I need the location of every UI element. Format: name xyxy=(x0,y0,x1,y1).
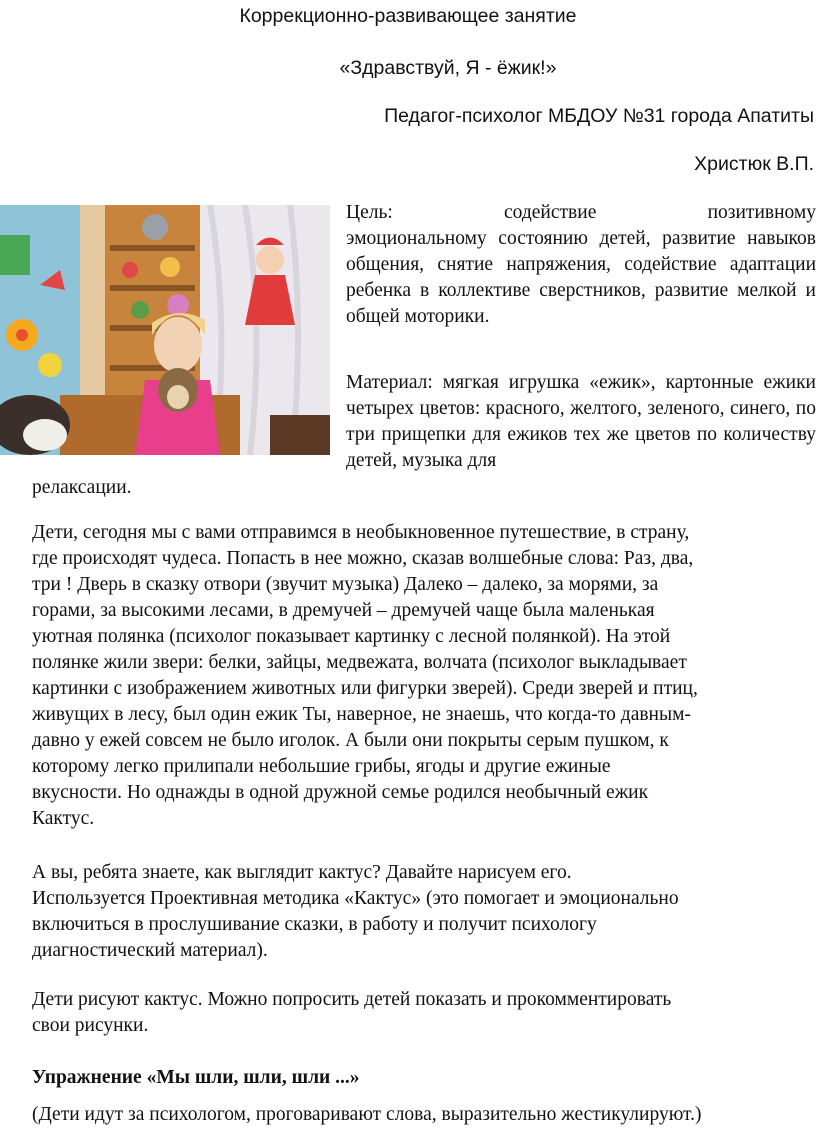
author-position: Педагог-психолог МБДОУ №31 города Апатиты xyxy=(384,105,814,127)
goal-text: эмоциональному состоянию детей, развитие навыков общения, снятие напряжения, содействие адаптации ребенка в коллективе сверстников, развитие мелкой и общей моторики. xyxy=(346,228,816,327)
story-paragraph xyxy=(32,520,816,832)
drawing-line: Дети рисуют кактус. Можно попросить детей показать и прокомментировать xyxy=(32,989,672,1010)
goal-label: Цель: xyxy=(346,202,393,223)
story-line: живущих в лесу, был один ежик Ты, наверное, не знаешь, что когда-то давным- xyxy=(32,704,691,725)
story-line: горами, за высокими лесами, в дремучей – дремучей чаще была маленькая xyxy=(32,600,655,621)
cactus-line: Используется Проективная методика «Кактус» (это помогает и эмоционально xyxy=(32,888,679,909)
story-line: вкусности. Но однажды в одной дружной семье родился необычный ежик xyxy=(32,782,649,803)
material-tail: релаксации. xyxy=(32,477,132,498)
story-line: три ! Дверь в сказку отвори (звучит музыка) Далеко – далеко, за морями, за xyxy=(32,574,659,595)
exercise-title: Упражнение «Мы шли, шли, шли ...» xyxy=(32,1067,360,1088)
story-line: полянке жили звери: белки, зайцы, медвежата, волчата (психолог выкладывает xyxy=(32,652,687,673)
author-name: Христюк В.П. xyxy=(694,153,814,175)
document-title: Коррекционно-развивающее занятие xyxy=(239,5,577,27)
story-line: Дети, сегодня мы с вами отправимся в необыкновенное путешествие, в страну, xyxy=(32,522,690,543)
story-line: Кактус. xyxy=(32,808,95,829)
material-paragraph xyxy=(346,370,816,474)
story-line: картинки с изображением животных или фигурки зверей). Среди зверей и птиц, xyxy=(32,678,698,699)
cactus-paragraph xyxy=(32,860,816,964)
material-text: Материал: мягкая игрушка «ежик», картонные ежики четырех цветов: красного, желтого, зеленого, синего, по три прищепки для ежиков тех же цветов по количеству детей, музыка для xyxy=(346,372,816,471)
story-line: которому легко прилипали небольшие грибы, ягоды и другие ежиные xyxy=(32,756,611,777)
cactus-line: А вы, ребята знаете, как выглядит кактус? Давайте нарисуем его. xyxy=(32,862,572,883)
story-line: давно у ежей совсем не было иголок. А были они покрыты серым пушком, к xyxy=(32,730,669,751)
goal-paragraph xyxy=(346,200,816,330)
story-line: уютная полянка (психолог показывает картинку с лесной полянкой). На этой xyxy=(32,626,671,647)
story-line: где происходят чудеса. Попасть в нее можно, сказав волшебные слова: Раз, два, xyxy=(32,548,694,569)
drawing-paragraph xyxy=(32,987,816,1039)
drawing-line: свои рисунки. xyxy=(32,1015,149,1036)
cactus-line: диагностический материал). xyxy=(32,940,268,961)
cactus-line: включиться в прослушивание сказки, в работу и получит психологу xyxy=(32,914,597,935)
document-subtitle: «Здравствуй, Я - ёжик!» xyxy=(339,57,557,79)
photo-girl-with-hedgehog-toy xyxy=(0,205,330,455)
exercise-instruction: (Дети идут за психологом, проговаривают слова, выразительно жестикулируют.) xyxy=(32,1104,702,1125)
goal-word: содействие xyxy=(504,202,597,223)
goal-word: позитивному xyxy=(707,202,816,223)
